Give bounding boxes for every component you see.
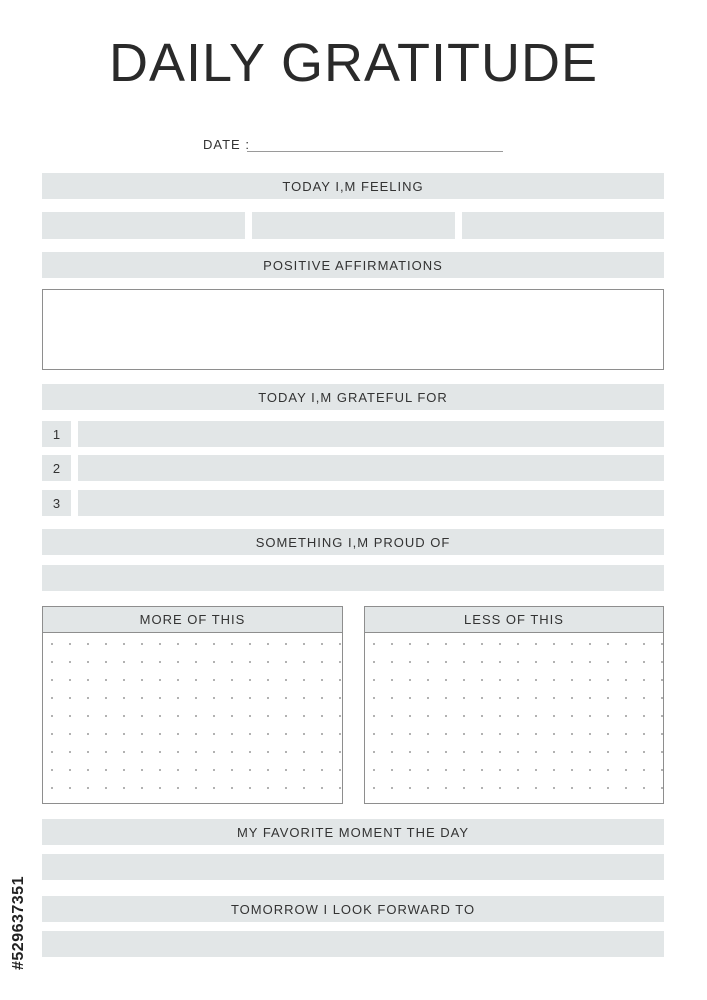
feeling-field-2[interactable] [252,212,455,239]
grateful-number-2: 2 [42,455,71,481]
favorite-moment-field[interactable] [42,854,664,880]
less-of-this-panel[interactable] [364,606,664,804]
feeling-field-3[interactable] [462,212,664,239]
more-of-this-panel[interactable] [42,606,343,804]
grateful-field-3[interactable] [78,490,664,516]
favorite-moment-header: MY FAVORITE MOMENT THE DAY [42,819,664,845]
grateful-field-1[interactable] [78,421,664,447]
date-label: DATE : [203,137,250,152]
grateful-field-2[interactable] [78,455,664,481]
date-input-line[interactable] [247,151,503,152]
more-of-this-header: MORE OF THIS [43,607,342,633]
proud-field[interactable] [42,565,664,591]
affirmations-header: POSITIVE AFFIRMATIONS [42,252,664,278]
grateful-header: TODAY I,M GRATEFUL FOR [42,384,664,410]
proud-header: SOMETHING I,M PROUD OF [42,529,664,555]
tomorrow-header: TOMORROW I LOOK FORWARD TO [42,896,664,922]
feeling-field-1[interactable] [42,212,245,239]
page-title: DAILY GRATITUDE [108,33,599,93]
grateful-number-1: 1 [42,421,71,447]
dot-grid [365,633,663,803]
dot-grid [43,633,342,803]
affirmations-box[interactable] [42,289,664,370]
stock-id-watermark: #529637351 [10,876,27,970]
feeling-header: TODAY I,M FEELING [42,173,664,199]
grateful-number-3: 3 [42,490,71,516]
tomorrow-field[interactable] [42,931,664,957]
less-of-this-header: LESS OF THIS [365,607,663,633]
